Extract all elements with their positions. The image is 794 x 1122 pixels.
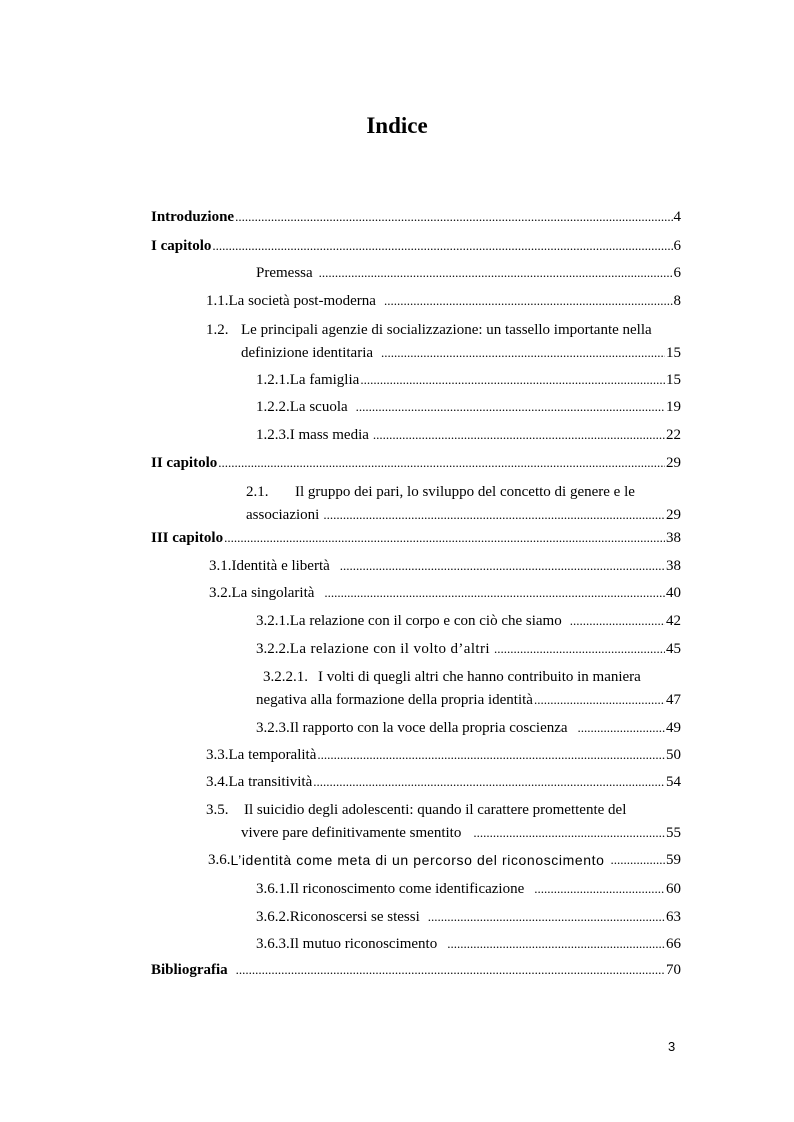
toc-entry-number: 3.6. (208, 852, 231, 868)
toc-entry-title-line1: Il suicidio degli adolescenti: quando il carattere promettente del (244, 802, 627, 818)
toc-entry-title: Identità e libertà (231, 558, 330, 574)
toc-entry-number: 1.2. (206, 322, 229, 338)
toc-entry-title: La relazione con il volto d’altri (289, 641, 490, 657)
leader-dots (428, 905, 665, 929)
toc-entry-3-2-1[interactable] (256, 609, 681, 633)
leader-dots (473, 821, 665, 845)
toc-entry-title: Introduzione (151, 209, 235, 225)
toc-entry-title: Bibliografia (151, 962, 228, 978)
toc-entry-number: 3.6.2. (256, 909, 290, 925)
leader-dots (578, 716, 665, 740)
leader-dots (340, 554, 665, 578)
toc-entry-title: III capitolo (151, 530, 224, 546)
toc-entry-title-line1: Il gruppo dei pari, lo sviluppo del concetto di genere e le (295, 484, 635, 500)
toc-entry-3-1[interactable] (209, 554, 681, 578)
toc-entry-title: L’identità come meta di un percorso del riconoscimento (230, 852, 605, 868)
leader-dots (235, 205, 672, 229)
toc-entry-title: definizione identitaria (241, 345, 374, 361)
toc-page-number: 8 (673, 293, 681, 309)
toc-entry-number: 3.4. (206, 774, 229, 790)
toc-entry-title: La singolarità (231, 585, 315, 601)
toc-entry-1-2-3[interactable] (256, 423, 681, 447)
leader-dots (212, 234, 672, 258)
toc-entry-title-line1: Le principali agenzie di socializzazione: un tassello importante nella (241, 322, 652, 338)
leader-dots (218, 451, 665, 475)
toc-entry-number: 1.2.1. (256, 372, 290, 388)
toc-entry-title: negativa alla formazione della propria identità (256, 692, 533, 708)
leader-dots (534, 688, 665, 712)
toc-entry-title: La scuola (289, 399, 348, 415)
toc-entry-title: La relazione con il corpo e con ciò che siamo (289, 613, 562, 629)
page-title: Indice (366, 113, 428, 138)
toc-entry-number: 1.1. (206, 293, 229, 309)
leader-dots (356, 395, 665, 419)
leader-dots (447, 932, 665, 956)
toc-entry-3-5-line1[interactable] (206, 798, 626, 822)
toc-entry-number: 3.2.1. (256, 613, 290, 629)
toc-entry-title: II capitolo (151, 455, 218, 471)
toc-page-number: 38 (666, 530, 681, 546)
toc-page-number: 59 (666, 852, 681, 868)
toc-entry-3-2-2[interactable] (256, 637, 681, 661)
toc-entry-title: Il mutuo riconoscimento (289, 936, 438, 952)
toc-page-number: 54 (666, 774, 681, 790)
toc-entry-3-4[interactable] (206, 770, 681, 794)
toc-entry-3-2[interactable] (209, 581, 681, 605)
toc-entry-title-line1: I volti di quegli altri che hanno contribuito in maniera (318, 669, 641, 685)
leader-dots (381, 341, 665, 365)
leader-dots (323, 503, 665, 527)
toc-entry-introduzione[interactable] (151, 205, 681, 229)
toc-entry-title: Premessa (256, 265, 313, 281)
page-number: 3 (668, 1039, 676, 1054)
toc-entry-title: Riconoscersi se stessi (289, 909, 420, 925)
toc-entry-3-6-1[interactable] (256, 877, 681, 901)
toc-page-number: 40 (666, 585, 681, 601)
leader-dots (611, 848, 665, 872)
toc-entry-1-1[interactable] (206, 289, 681, 313)
toc-page-number: 15 (666, 372, 681, 388)
toc-entry-number: 1.2.3. (256, 427, 290, 443)
leader-dots (534, 877, 665, 901)
toc-entry-number: 3.2. (209, 585, 232, 601)
toc-entry-3-5[interactable] (241, 821, 681, 845)
toc-entry-capitolo-3[interactable] (151, 526, 681, 550)
toc-page-number: 15 (666, 345, 681, 361)
leader-dots (384, 289, 673, 313)
toc-entry-title: vivere pare definitivamente smentito (241, 825, 462, 841)
toc-entry-bibliografia[interactable] (151, 958, 681, 982)
toc-entry-number: 3.6.1. (256, 881, 290, 897)
toc-entry-title: La famiglia (289, 372, 360, 388)
leader-dots (224, 526, 665, 550)
toc-entry-title: La transitività (228, 774, 313, 790)
leader-dots (317, 743, 665, 767)
toc-page-number: 29 (666, 455, 681, 471)
leader-dots (324, 581, 665, 605)
table-of-contents (0, 205, 794, 1005)
toc-entry-1-2-2[interactable] (256, 395, 681, 419)
toc-entry-3-2-2-1[interactable] (256, 688, 681, 712)
toc-page-number: 70 (666, 962, 681, 978)
leader-dots (494, 637, 665, 661)
toc-entry-number: 3.1. (209, 558, 232, 574)
toc-entry-title: associazioni (246, 507, 320, 523)
toc-page-number: 29 (666, 507, 681, 523)
toc-page-number: 63 (666, 909, 681, 925)
toc-entry-2-1[interactable] (246, 503, 681, 527)
toc-entry-number: 3.6.3. (256, 936, 290, 952)
toc-page-number: 50 (666, 747, 681, 763)
toc-page-number: 6 (673, 265, 681, 281)
leader-dots (236, 958, 665, 982)
toc-page-number: 47 (666, 692, 681, 708)
toc-page-number: 38 (666, 558, 681, 574)
toc-entry-title: Il riconoscimento come identificazione (289, 881, 525, 897)
toc-entry-capitolo-2[interactable] (151, 451, 681, 475)
toc-page-number: 19 (666, 399, 681, 415)
toc-entry-2-1-line1[interactable] (246, 480, 635, 504)
leader-dots (570, 609, 665, 633)
toc-page-number: 49 (666, 720, 681, 736)
leader-dots (373, 423, 665, 447)
toc-entry-number: 3.5. (206, 802, 229, 818)
toc-entry-3-3[interactable] (206, 743, 681, 767)
toc-entry-3-6[interactable] (208, 848, 681, 872)
toc-entry-number: 2.1. (246, 484, 269, 500)
toc-entry-number: 3.3. (206, 747, 229, 763)
toc-entry-premessa[interactable] (256, 261, 681, 285)
toc-entry-3-2-2-1-line1[interactable] (263, 665, 641, 689)
toc-entry-3-6-2[interactable] (256, 905, 681, 929)
toc-page-number: 42 (666, 613, 681, 629)
toc-entry-1-2-1[interactable] (256, 368, 681, 392)
toc-entry-number: 1.2.2. (256, 399, 290, 415)
toc-entry-capitolo-1[interactable] (151, 234, 681, 258)
toc-entry-title: La società post-moderna (228, 293, 376, 309)
leader-dots (313, 770, 665, 794)
toc-entry-number: 3.2.3. (256, 720, 290, 736)
toc-page-number: 45 (666, 641, 681, 657)
toc-entry-title: I mass media (289, 427, 369, 443)
leader-dots (360, 368, 665, 392)
toc-page-number: 55 (666, 825, 681, 841)
toc-page-number: 4 (673, 209, 681, 225)
toc-entry-title: I capitolo (151, 238, 212, 254)
toc-entry-1-2[interactable] (241, 341, 681, 365)
toc-page-number: 22 (666, 427, 681, 443)
toc-entry-1-2-line1[interactable] (206, 318, 652, 342)
leader-dots (319, 261, 673, 285)
toc-page-number: 60 (666, 881, 681, 897)
toc-page-number: 66 (666, 936, 681, 952)
toc-page-number: 6 (673, 238, 681, 254)
toc-entry-3-6-3[interactable] (256, 932, 681, 956)
toc-entry-number: 3.2.2. (256, 641, 290, 657)
toc-entry-title: Il rapporto con la voce della propria coscienza (289, 720, 568, 736)
toc-entry-3-2-3[interactable] (256, 716, 681, 740)
toc-entry-title: La temporalità (228, 747, 317, 763)
toc-entry-number: 3.2.2.1. (263, 669, 308, 685)
